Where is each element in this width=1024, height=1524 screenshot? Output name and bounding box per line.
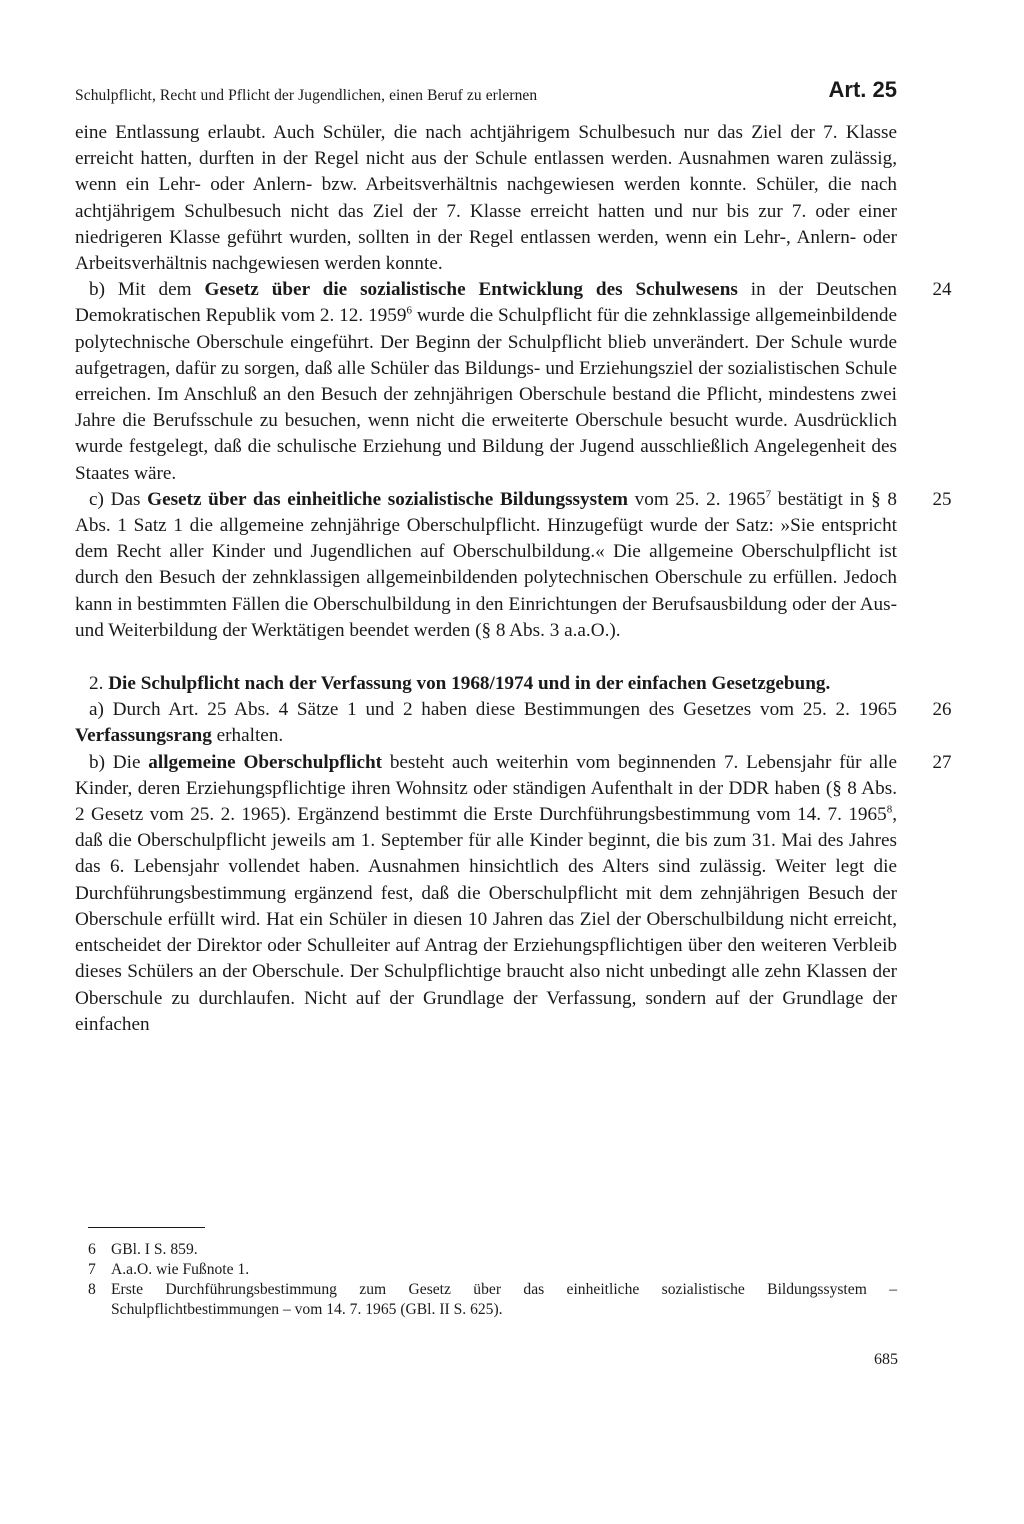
section-number: 2. [89, 673, 109, 695]
footnote-text: Erste Durchführungsbestimmung zum Gesetz über das einheitliche sozialistische Bildungssystem – Schulpflichtbestimmungen – vom 14. 7. 1965 (GBl. II S. 625). [111, 1281, 897, 1318]
paragraph-text: erhalten. [211, 725, 284, 747]
running-title: Schulpflicht, Recht und Pflicht der Jugendlichen, einen Beruf zu erlernen [75, 87, 538, 104]
footnote-text: A.a.O. wie Fußnote 1. [111, 1261, 250, 1278]
paragraph-text: bestätigt in § 8 Abs. 1 Satz 1 die allgemeine zehnjährige Oberschulpflicht. Hinzugefügt wurde der Satz: »Sie entspricht dem Recht aller Kinder und Jugendlichen auf Oberschulbildung.« Die allgemeine Oberschulpflicht ist durch den Besuch der zehnklassigen allgemeinbildenden polytechnischen Oberschule zu erfüllen. Jedoch kann in bestimmten Fällen die Oberschulbildung in den Einrichtungen der Berufsausbildung oder der Aus- und Weiterbildung der Werktätigen beendet werden (§ 8 Abs. 3 a.a.O.). [75, 488, 898, 641]
footnote [88, 1280, 897, 1320]
law-title: Gesetz über das einheitliche sozialistische Bildungssystem [147, 488, 628, 510]
paragraph-26 [75, 697, 952, 749]
footnote-ref[interactable]: 7 [765, 488, 772, 501]
paragraph-text: c) Das [89, 488, 148, 510]
footnote-number: 7 [88, 1261, 96, 1278]
running-header [75, 77, 897, 110]
footnote-number: 8 [88, 1281, 96, 1298]
article-label: Art. 25 [828, 77, 897, 102]
body-text [75, 120, 952, 1038]
paragraph-text: , daß die Oberschulpflicht jeweils am 1. September für alle Kinder beginnt, die bis zum 31. Mai des Jahres das 6. Lebensjahr vollendet haben. Ausnahmen hinsichtlich des Alters sind zulässig. Weiter legt die Durchführungsbestimmung ergänzend fest, daß die Oberschulpflicht mit dem zehnjährigen Besuch der Oberschule erfüllt wird. Hat ein Schüler in diesen 10 Jahren das Ziel der Oberschulbildung nicht erreicht, entscheidet der Direktor oder Schulleiter auf Antrag der Erziehungspflichtigen über den weiteren Verbleib dieses Schülers an der Oberschule. Der Schulpflichtige braucht also nicht unbedingt alle zehn Klassen der Oberschule zu durchlaufen. Nicht auf der Grundlage der Verfassung, sondern auf der Grundlage der einfachen [75, 804, 897, 1035]
footnotes [88, 1240, 897, 1320]
margin-number: 26 [932, 699, 952, 721]
paragraph-text: b) Mit dem [89, 279, 205, 301]
section-title: Die Schulpflicht nach der Verfassung von 1968/1974 und in der einfachen Gesetzgebung. [108, 673, 831, 695]
paragraph-continuation [75, 120, 897, 277]
paragraph-text: b) Die [89, 751, 149, 773]
footnote-number: 6 [88, 1241, 96, 1258]
paragraph-text: in der Deutschen Demokratischen Republik vom 2. 12. 1959 [75, 279, 897, 327]
footnote-divider [88, 1227, 205, 1228]
paragraph-text: eine Entlassung erlaubt. Auch Schüler, die nach achtjährigem Schulbesuch nur das Ziel der 7. Klasse erreicht hatten, durften in der Regel nicht aus der Schule entlassen werden. Ausnahmen waren zulässig, wenn ein Lehr- oder Anlern- bzw. Arbeitsverhältnis nachgewiesen werden konnte. Schüler, die nach achtjährigem Schulbesuch nicht das Ziel der 7. Klasse erreicht hatten und nur bis zur 7. oder einer niedrigeren Klasse geführt wurden, sollten in der Regel entlassen werden, wenn ein Lehr-, Anlern- oder Arbeitsverhältnis nachgewiesen werden konnte. [75, 122, 897, 275]
margin-number: 27 [932, 751, 952, 773]
paragraph-27 [75, 750, 952, 1038]
paragraph-text: vom 25. 2. 1965 [627, 488, 766, 510]
section-heading [75, 671, 897, 697]
paragraph-25 [75, 487, 952, 644]
margin-number: 25 [932, 488, 952, 510]
footnote-ref[interactable]: 6 [406, 305, 412, 318]
page-number: 685 [874, 1351, 898, 1368]
paragraph-text: wurde die Schulpflicht für die zehnklassige allgemeinbildende polytechnische Oberschule eingeführt. Der Beginn der Schulpflicht blieb unverändert. Der Schule wurde aufgetragen, dafür zu sorgen, daß alle Schüler das Bildungs- und Erziehungsziel der sozialistischen Schule erreichen. Im Anschluß an den Besuch der zehnjährigen Oberschule bestand die Pflicht, mindestens zwei Jahre die Berufsschule zu besuchen, wenn nicht die erweiterte Oberschule besucht wurde. Ausdrücklich wurde festgelegt, daß die schulische Erziehung und Bildung der Jugend ausschließlich Angelegenheit des Staates wäre. [75, 305, 897, 484]
paragraph-text: besteht auch weiterhin vom beginnenden 7. Lebensjahr für alle Kinder, deren Erziehungspflichtige ihren Wohnsitz oder ständigen Aufenthalt in der DDR haben (§ 8 Abs. 2 Gesetz vom 25. 2. 1965). Ergänzend bestimmt die Erste Durchführungsbestimmung vom 14. 7. 1965 [75, 751, 898, 826]
emphasis-term: allgemeine Oberschulpflicht [148, 751, 383, 773]
footnote [88, 1240, 897, 1260]
paragraph-24 [75, 277, 952, 487]
footnote-text: GBl. I S. 859. [111, 1241, 198, 1258]
margin-number: 24 [932, 279, 952, 301]
law-title: Gesetz über die sozialistische Entwicklung des Schulwesens [204, 279, 738, 301]
footnote [88, 1260, 897, 1280]
footnote-ref[interactable]: 8 [886, 803, 893, 816]
emphasis-term: Verfassungsrang [75, 725, 212, 747]
paragraph-text: a) Durch Art. 25 Abs. 4 Sätze 1 und 2 haben diese Bestimmungen des Gesetzes vom 25. 2. 1965 [89, 699, 897, 721]
